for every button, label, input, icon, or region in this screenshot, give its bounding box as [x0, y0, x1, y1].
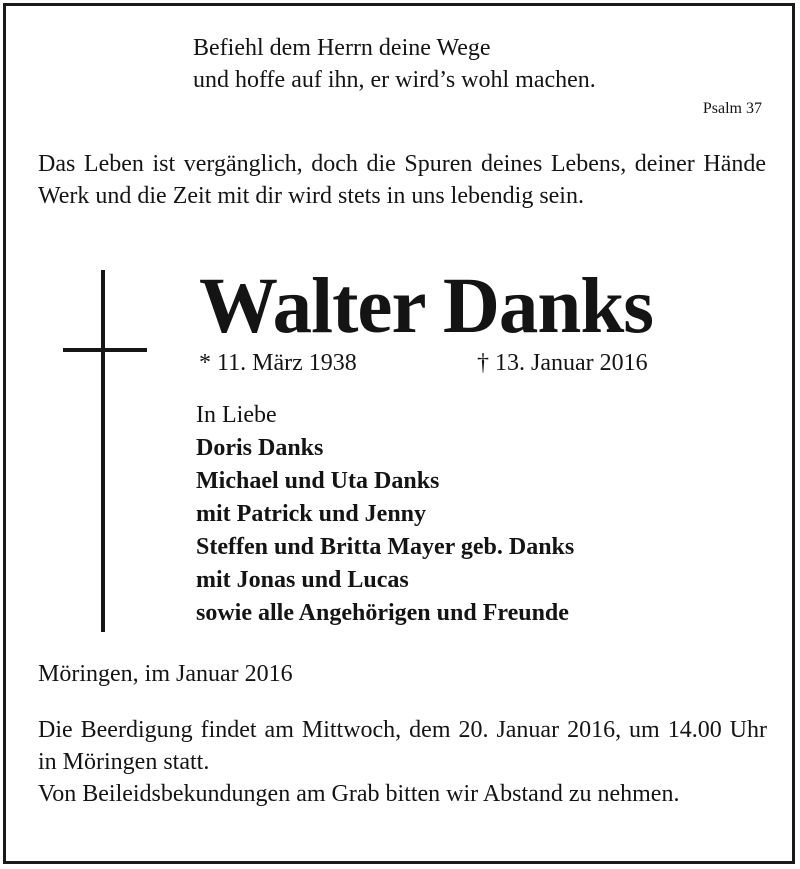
verse-line-2: und hoffe auf ihn, er wird’s wohl machen.	[193, 67, 596, 93]
obituary-notice	[3, 3, 795, 864]
family-member: Steffen und Britta Mayer geb. Danks	[196, 534, 575, 560]
family-member: Michael und Uta Danks	[196, 468, 440, 494]
family-member: sowie alle Angehörigen und Freunde	[196, 600, 569, 626]
birth-date: * 11. März 1938	[199, 350, 357, 376]
cross-horizontal-bar	[63, 348, 147, 352]
family-member: mit Jonas und Lucas	[196, 567, 409, 593]
family-list	[196, 399, 574, 630]
funeral-info-block	[38, 714, 767, 810]
family-intro: In Liebe	[196, 402, 277, 428]
family-member: Doris Danks	[196, 435, 324, 461]
cross-vertical-bar	[101, 270, 105, 632]
funeral-info: Die Beerdigung findet am Mittwoch, dem 20. Januar 2016, um 14.00 Uhr in Möringen statt.	[38, 717, 767, 775]
verse-line-1: Befiehl dem Herrn deine Wege	[193, 35, 491, 61]
family-member: mit Patrick und Jenny	[196, 501, 427, 527]
intro-text: Das Leben ist vergänglich, doch die Spuren deines Lebens, deiner Hände Werk und die Zeit mit dir wird stets in uns lebendig sein.	[38, 151, 766, 209]
place-date: Möringen, im Januar 2016	[38, 661, 293, 687]
death-date: † 13. Januar 2016	[477, 350, 648, 376]
verse-source: Psalm 37	[702, 100, 762, 117]
deceased-name: Walter Danks	[199, 263, 654, 350]
condolence-note: Von Beileidsbekundungen am Grab bitten wir Abstand zu nehmen.	[38, 781, 680, 807]
